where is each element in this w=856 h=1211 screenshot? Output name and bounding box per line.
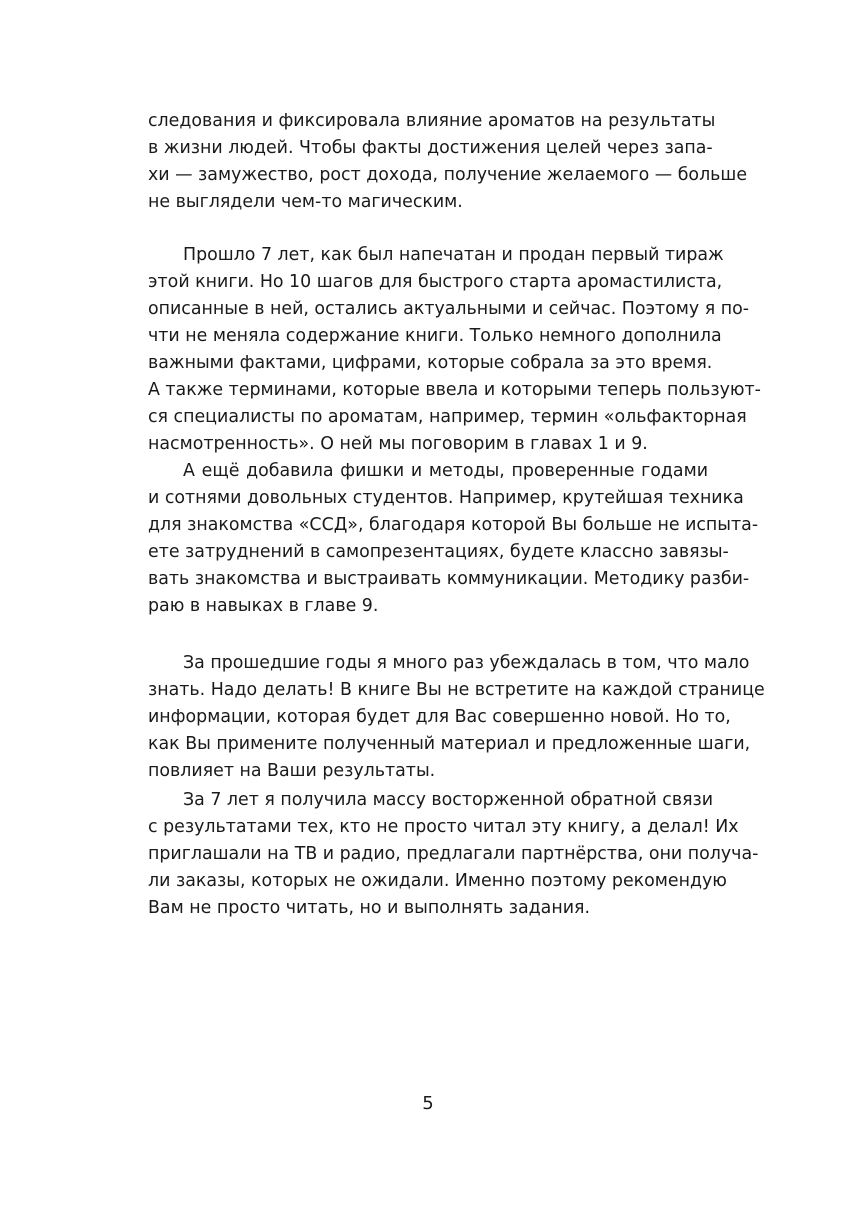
- text-line: повлияет на Ваши результаты.: [148, 761, 436, 781]
- text-line: чти не меняла содержание книги. Только немного дополнила: [148, 326, 722, 346]
- text-line: этой книги. Но 10 шагов для быстрого старта аромастилиста,: [148, 272, 723, 292]
- paragraph-5: [148, 787, 759, 922]
- text-line: За прошедшие годы я много раз убеждалась в том, что мало: [183, 653, 750, 673]
- text-line: насмотренность». О ней мы поговорим в главах 1 и 9.: [148, 434, 648, 454]
- text-line: важными фактами, цифрами, которые собрала за это время.: [148, 353, 713, 373]
- text-line: А также терминами, которые ввела и которыми теперь пользуют-: [148, 380, 761, 400]
- text-line: За 7 лет я получила массу восторженной обратной связи: [183, 790, 714, 810]
- text-line: Вам не просто читать, но и выполнять задания.: [148, 898, 591, 918]
- page-number: 5: [422, 1093, 434, 1114]
- text-line: следования и фиксировала влияние ароматов на результаты: [148, 111, 716, 131]
- text-line: с результатами тех, кто не просто читал эту книгу, а делал! Их: [148, 817, 739, 837]
- text-line: приглашали на ТВ и радио, предлагали партнёрства, они получа-: [148, 844, 759, 864]
- text-line: не выглядели чем-то магическим.: [148, 192, 463, 212]
- text-line: А ещё добавила фишки и методы, проверенные годами: [183, 461, 708, 481]
- text-line: в жизни людей. Чтобы факты достижения целей через запа-: [148, 138, 713, 158]
- text-line: для знакомства «ССД», благодаря которой Вы больше не испыта-: [148, 515, 759, 535]
- text-line: ли заказы, которых не ожидали. Именно поэтому рекомендую: [148, 871, 727, 891]
- text-line: ся специалисты по ароматам, например, термин «ольфакторная: [148, 407, 747, 427]
- text-line: описанные в ней, остались актуальными и сейчас. Поэтому я по-: [148, 299, 750, 319]
- text-line: знать. Надо делать! В книге Вы не встретите на каждой странице: [148, 680, 765, 700]
- paragraph-3: [148, 458, 759, 620]
- text-line: раю в навыках в главе 9.: [148, 596, 379, 616]
- text-line: ете затруднений в самопрезентациях, будете классно завязы-: [148, 542, 729, 562]
- paragraph-1: [148, 108, 748, 216]
- paragraph-2: [148, 242, 761, 458]
- text-line: вать знакомства и выстраивать коммуникации. Методику разби-: [148, 569, 750, 589]
- text-line: и сотнями довольных студентов. Например, крутейшая техника: [148, 488, 744, 508]
- text-line: как Вы примените полученный материал и предложенные шаги,: [148, 734, 751, 754]
- text-line: Прошло 7 лет, как был напечатан и продан первый тираж: [183, 245, 724, 265]
- text-line: информации, которая будет для Вас совершенно новой. Но то,: [148, 707, 731, 727]
- text-line: хи — замужество, рост дохода, получение желаемого — больше: [148, 165, 748, 185]
- paragraph-4: [148, 650, 765, 785]
